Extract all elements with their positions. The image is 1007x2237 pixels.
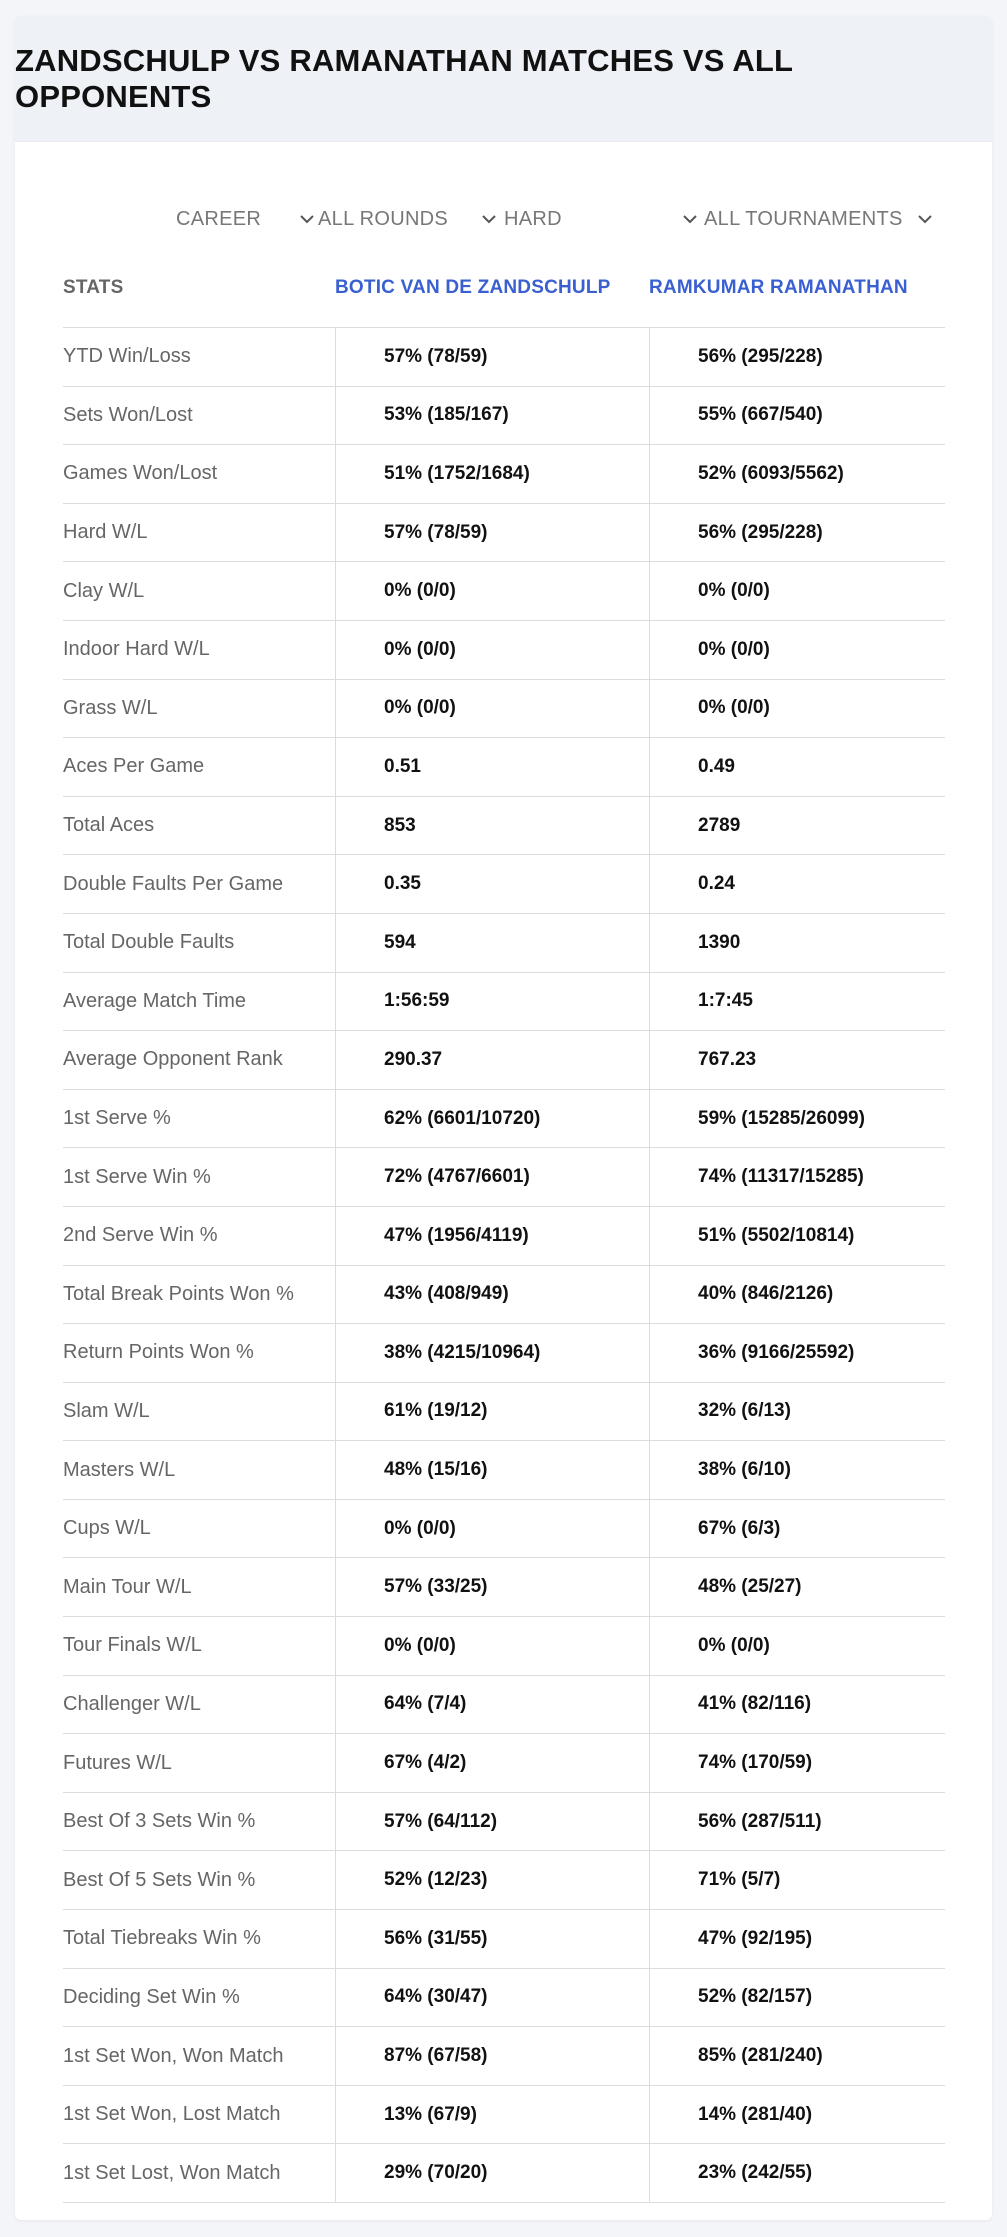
player1-value: 0% (0/0) xyxy=(335,1617,649,1675)
player2-value: 55% (667/540) xyxy=(649,387,945,445)
stat-label: Grass W/L xyxy=(63,696,158,719)
player2-value: 48% (25/27) xyxy=(649,1558,945,1616)
stat-label: Double Faults Per Game xyxy=(63,872,284,895)
period-select[interactable] xyxy=(176,189,316,249)
table-row xyxy=(63,1969,945,2028)
table-row xyxy=(63,1793,945,1852)
chevron-down-icon xyxy=(298,210,316,228)
table-row xyxy=(63,973,945,1032)
player2-value: 67% (6/3) xyxy=(649,1500,945,1558)
player2-value: 74% (11317/15285) xyxy=(649,1148,945,1206)
stat-label: Indoor Hard W/L xyxy=(63,638,210,661)
table-row xyxy=(63,1500,945,1559)
player1-value: 29% (70/20) xyxy=(335,2144,649,2202)
table-row xyxy=(63,797,945,856)
player1-value: 52% (12/23) xyxy=(335,1851,649,1909)
player2-value: 1:7:45 xyxy=(649,973,945,1031)
stat-label: Main Tour W/L xyxy=(63,1575,192,1598)
player2-value: 52% (82/157) xyxy=(649,1969,945,2027)
player1-value: 1:56:59 xyxy=(335,973,649,1031)
player2-value: 2789 xyxy=(649,797,945,855)
player2-value: 0.49 xyxy=(649,738,945,796)
player2-value: 56% (287/511) xyxy=(649,1793,945,1851)
rounds-select[interactable] xyxy=(318,189,498,249)
player2-value: 1390 xyxy=(649,914,945,972)
stat-label: 1st Serve Win % xyxy=(63,1165,211,1188)
table-row xyxy=(63,1617,945,1676)
stats-card xyxy=(15,16,992,2220)
table-row xyxy=(63,2144,945,2203)
stat-label: Slam W/L xyxy=(63,1399,150,1422)
player2-value: 40% (846/2126) xyxy=(649,1266,945,1324)
stat-label: 1st Serve % xyxy=(63,1107,171,1130)
chevron-down-icon xyxy=(681,210,699,228)
chevron-down-icon xyxy=(916,210,934,228)
table-row xyxy=(63,1734,945,1793)
table-row xyxy=(63,855,945,914)
player1-value: 0% (0/0) xyxy=(335,621,649,679)
player1-value: 57% (78/59) xyxy=(335,504,649,562)
stat-label: Total Double Faults xyxy=(63,931,235,954)
table-row xyxy=(63,1910,945,1969)
player1-value: 853 xyxy=(335,797,649,855)
player1-value: 61% (19/12) xyxy=(335,1383,649,1441)
player2-value: 36% (9166/25592) xyxy=(649,1324,945,1382)
table-body xyxy=(63,328,945,2203)
rounds-select-value: ALL ROUNDS xyxy=(318,207,449,230)
stat-label: Total Tiebreaks Win % xyxy=(63,1927,261,1950)
table-row xyxy=(63,1148,945,1207)
stat-label: Clay W/L xyxy=(63,579,145,602)
player2-value: 0% (0/0) xyxy=(649,1617,945,1675)
table-row xyxy=(63,680,945,739)
table-row xyxy=(63,1383,945,1442)
player1-value: 87% (67/58) xyxy=(335,2027,649,2085)
stats-column-header: STATS xyxy=(63,277,124,298)
table-row xyxy=(63,738,945,797)
table-header xyxy=(63,249,945,328)
stat-label: Challenger W/L xyxy=(63,1692,201,1715)
table-row xyxy=(63,504,945,563)
stat-label: Average Opponent Rank xyxy=(63,1048,283,1071)
player1-value: 48% (15/16) xyxy=(335,1441,649,1499)
card-header xyxy=(15,16,992,142)
table-row xyxy=(63,328,945,387)
player2-value: 71% (5/7) xyxy=(649,1851,945,1909)
player1-value: 57% (33/25) xyxy=(335,1558,649,1616)
stat-label: Hard W/L xyxy=(63,521,148,544)
player1-value: 0% (0/0) xyxy=(335,680,649,738)
table-row xyxy=(63,2086,945,2145)
player2-value: 59% (15285/26099) xyxy=(649,1090,945,1148)
player2-value: 38% (6/10) xyxy=(649,1441,945,1499)
stat-label: YTD Win/Loss xyxy=(63,345,191,368)
table-row xyxy=(63,1031,945,1090)
table-row xyxy=(63,1266,945,1325)
stat-label: 2nd Serve Win % xyxy=(63,1224,218,1247)
table-row xyxy=(63,1324,945,1383)
player2-value: 51% (5502/10814) xyxy=(649,1207,945,1265)
player1-value: 53% (185/167) xyxy=(335,387,649,445)
table-row xyxy=(63,562,945,621)
player1-value: 64% (7/4) xyxy=(335,1676,649,1734)
player2-value: 14% (281/40) xyxy=(649,2086,945,2144)
player1-value: 594 xyxy=(335,914,649,972)
player2-value: 56% (295/228) xyxy=(649,328,945,386)
player2-value: 85% (281/240) xyxy=(649,2027,945,2085)
table-row xyxy=(63,1090,945,1149)
table-row xyxy=(63,1558,945,1617)
stat-label: Sets Won/Lost xyxy=(63,403,193,426)
player1-value: 0.35 xyxy=(335,855,649,913)
stat-label: 1st Set Lost, Won Match xyxy=(63,2161,281,2184)
player1-column-header[interactable]: BOTIC VAN DE ZANDSCHULP xyxy=(335,277,611,298)
player1-value: 0.51 xyxy=(335,738,649,796)
player1-value: 62% (6601/10720) xyxy=(335,1090,649,1148)
table-row xyxy=(63,1207,945,1266)
stat-label: Aces Per Game xyxy=(63,755,205,778)
stat-label: 1st Set Won, Won Match xyxy=(63,2044,284,2067)
table-row xyxy=(63,621,945,680)
surface-select-value: HARD xyxy=(504,207,562,230)
stat-label: Best Of 3 Sets Win % xyxy=(63,1810,256,1833)
table-row xyxy=(63,914,945,973)
stat-label: Total Aces xyxy=(63,814,155,837)
stat-label: Average Match Time xyxy=(63,989,247,1012)
stat-label: Futures W/L xyxy=(63,1751,172,1774)
stats-table xyxy=(63,249,945,2203)
player2-column-header[interactable]: RAMKUMAR RAMANATHAN xyxy=(649,277,908,298)
player1-value: 0% (0/0) xyxy=(335,1500,649,1558)
stat-label: 1st Set Won, Lost Match xyxy=(63,2103,281,2126)
player1-value: 56% (31/55) xyxy=(335,1910,649,1968)
stat-label: Cups W/L xyxy=(63,1517,151,1540)
player2-value: 767.23 xyxy=(649,1031,945,1089)
table-row xyxy=(63,1676,945,1735)
stat-label: Masters W/L xyxy=(63,1458,176,1481)
stat-label: Games Won/Lost xyxy=(63,462,218,485)
player1-value: 64% (30/47) xyxy=(335,1969,649,2027)
player2-value: 56% (295/228) xyxy=(649,504,945,562)
player1-value: 67% (4/2) xyxy=(335,1734,649,1792)
player1-value: 57% (78/59) xyxy=(335,328,649,386)
player2-value: 47% (92/195) xyxy=(649,1910,945,1968)
stat-label: Best Of 5 Sets Win % xyxy=(63,1868,256,1891)
player2-value: 32% (6/13) xyxy=(649,1383,945,1441)
table-row xyxy=(63,2027,945,2086)
player1-value: 43% (408/949) xyxy=(335,1266,649,1324)
tournaments-select[interactable] xyxy=(704,189,934,249)
player2-value: 23% (242/55) xyxy=(649,2144,945,2202)
player1-value: 51% (1752/1684) xyxy=(335,445,649,503)
tournaments-select-value: ALL TOURNAMENTS xyxy=(704,207,903,230)
table-row xyxy=(63,1851,945,1910)
table-row xyxy=(63,445,945,504)
player1-value: 72% (4767/6601) xyxy=(335,1148,649,1206)
stat-label: Tour Finals W/L xyxy=(63,1634,202,1657)
stat-label: Return Points Won % xyxy=(63,1341,254,1364)
player1-value: 13% (67/9) xyxy=(335,2086,649,2144)
player2-value: 52% (6093/5562) xyxy=(649,445,945,503)
stat-label: Deciding Set Win % xyxy=(63,1985,240,2008)
player2-value: 0% (0/0) xyxy=(649,680,945,738)
player2-value: 41% (82/116) xyxy=(649,1676,945,1734)
player2-value: 74% (170/59) xyxy=(649,1734,945,1792)
player1-value: 290.37 xyxy=(335,1031,649,1089)
player2-value: 0% (0/0) xyxy=(649,562,945,620)
player2-value: 0.24 xyxy=(649,855,945,913)
table-row xyxy=(63,387,945,446)
player1-value: 57% (64/112) xyxy=(335,1793,649,1851)
player1-value: 47% (1956/4119) xyxy=(335,1207,649,1265)
player2-value: 0% (0/0) xyxy=(649,621,945,679)
player1-value: 0% (0/0) xyxy=(335,562,649,620)
chevron-down-icon xyxy=(480,210,498,228)
page-title: ZANDSCHULP VS RAMANATHAN MATCHES VS ALL OPPONENTS xyxy=(15,42,793,114)
table-row xyxy=(63,1441,945,1500)
player1-value: 38% (4215/10964) xyxy=(335,1324,649,1382)
period-select-value: CAREER xyxy=(176,207,262,230)
surface-select[interactable] xyxy=(504,189,699,249)
stat-label: Total Break Points Won % xyxy=(63,1282,294,1305)
filter-bar xyxy=(15,189,992,249)
